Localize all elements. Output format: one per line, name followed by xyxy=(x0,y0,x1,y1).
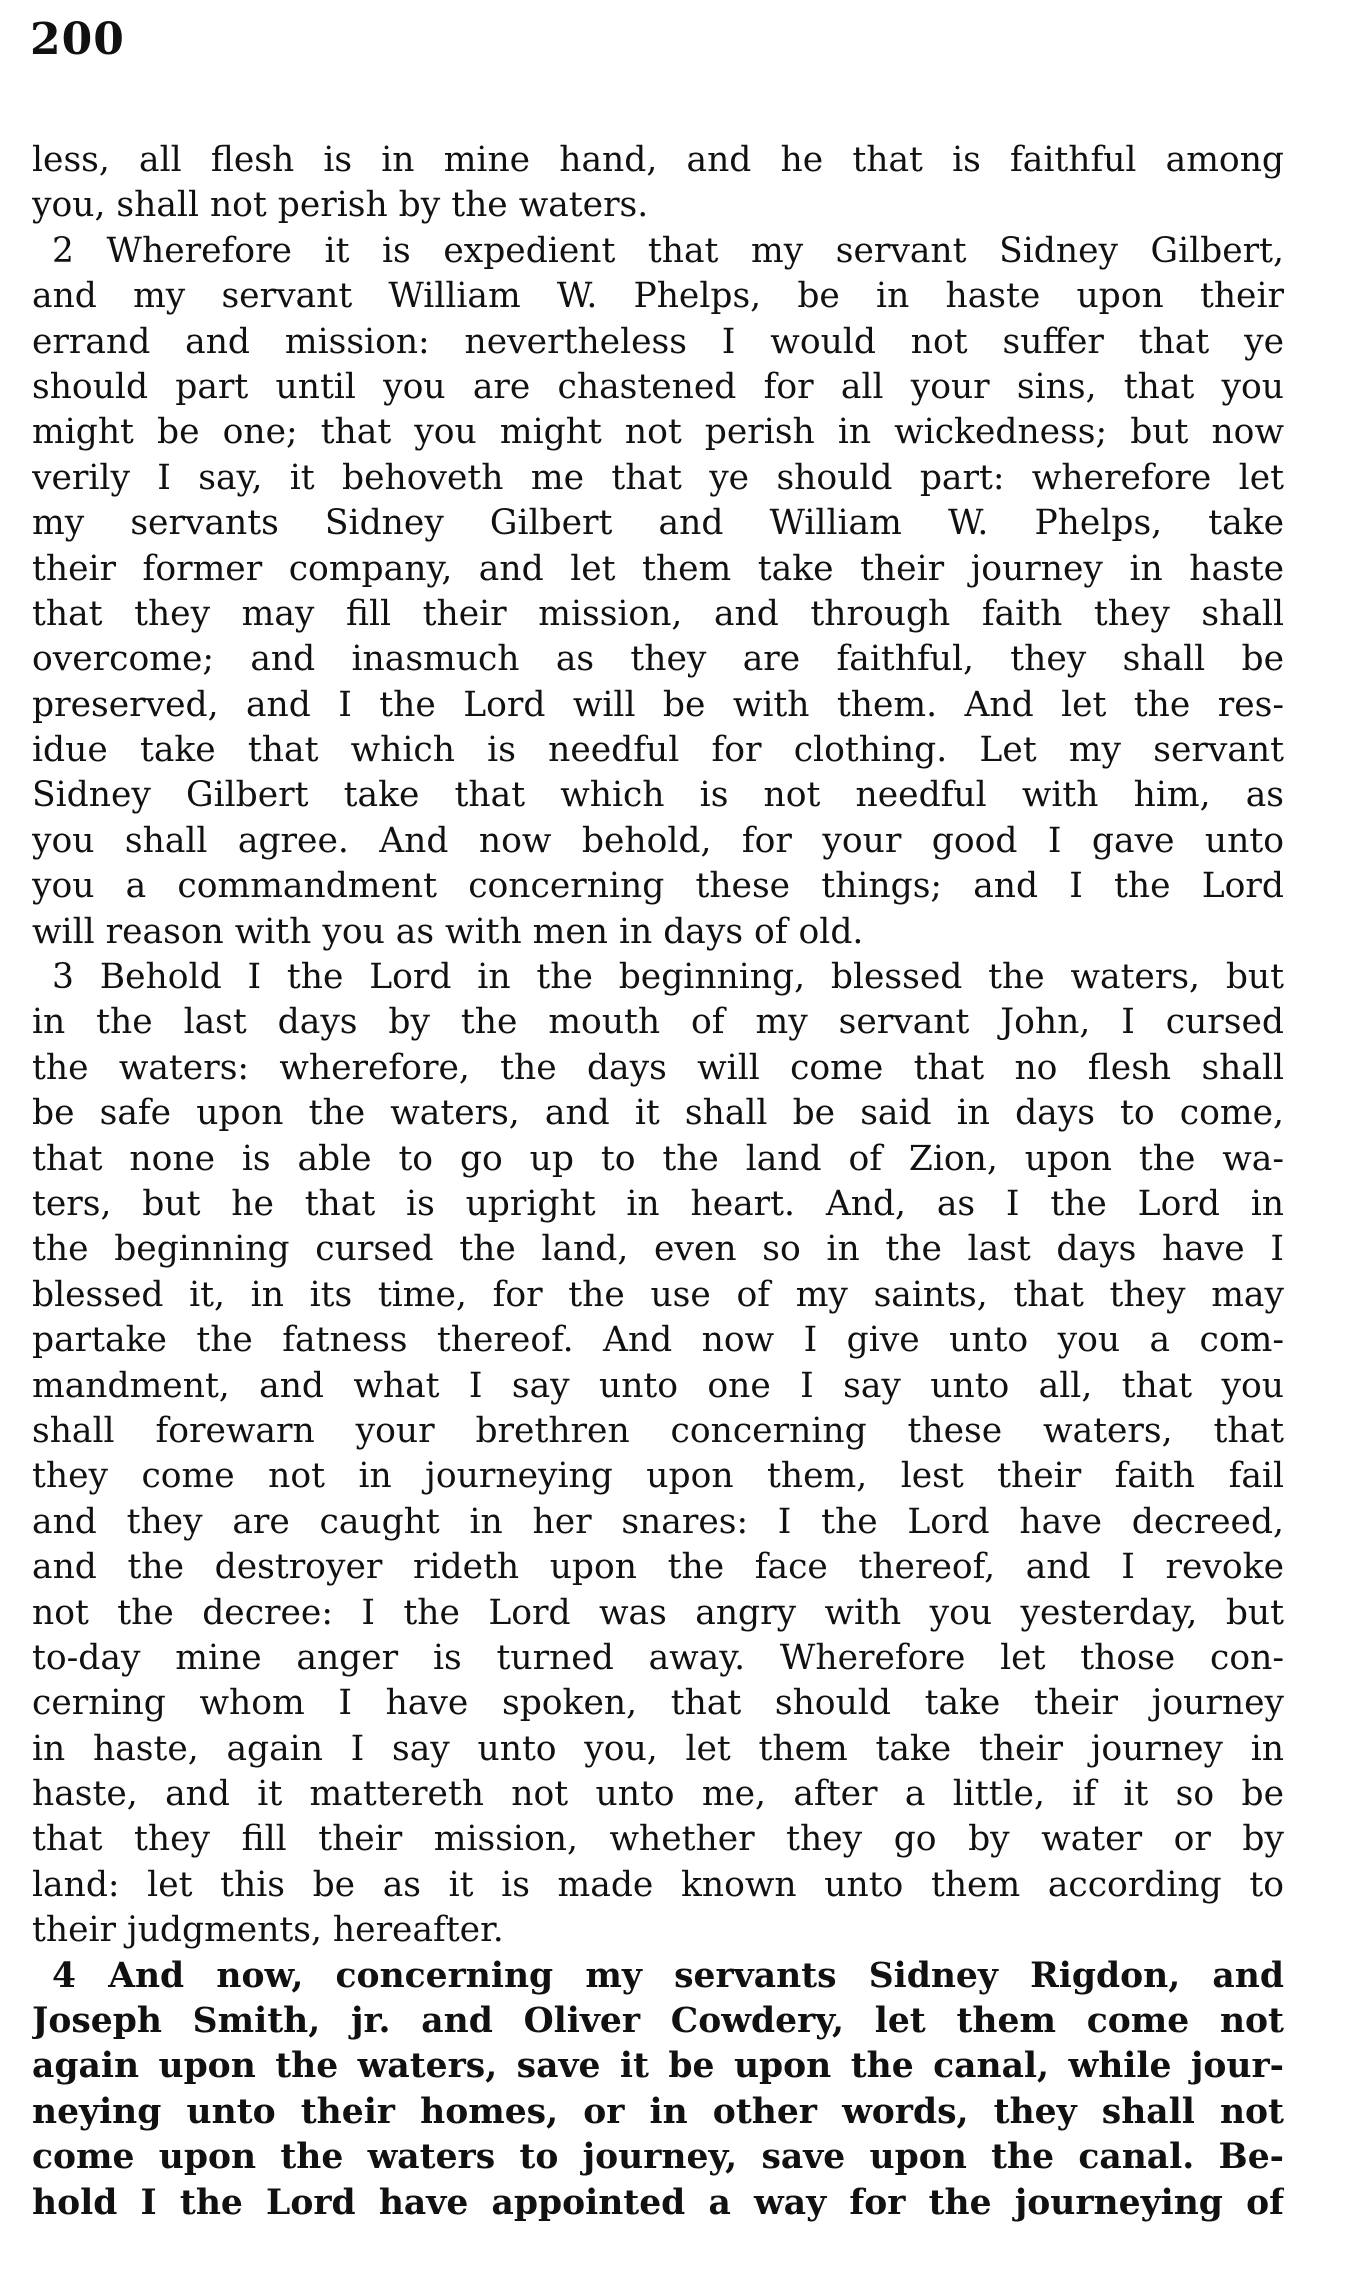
text-line: in haste, again I say unto you, let them take their journey in xyxy=(32,1728,1284,1769)
text-line: verily I say, it behoveth me that ye should part: wherefore let xyxy=(32,457,1284,498)
text-line: in the last days by the mouth of my servant John, I cursed xyxy=(32,1002,1284,1043)
text-line: shall forewarn your brethren concerning these waters, that xyxy=(32,1410,1284,1451)
page-number: 200 xyxy=(30,14,125,65)
text-line: ters, but he that is upright in heart. And, as I the Lord in xyxy=(32,1183,1284,1224)
text-line: Sidney Gilbert take that which is not needful with him, as xyxy=(32,775,1284,816)
text-line: less, all flesh is in mine hand, and he that is faithful among xyxy=(32,140,1284,180)
verse-start-line: 4 And now, concerning my servants Sidney Rigdon, and xyxy=(52,1955,1284,1996)
text-line: mandment, and what I say unto one I say unto all, that you xyxy=(32,1365,1284,1406)
text-line: preserved, and I the Lord will be with them. And let the res- xyxy=(32,684,1284,725)
text-line: again upon the waters, save it be upon the canal, while jour- xyxy=(32,2046,1284,2087)
text-line: hold I the Lord have appointed a way for the journeying of xyxy=(32,2182,1284,2223)
text-line: Joseph Smith, jr. and Oliver Cowdery, let them come not xyxy=(32,2001,1284,2042)
text-line: be safe upon the waters, and it shall be said in days to come, xyxy=(32,1093,1284,1134)
text-line: the beginning cursed the land, even so in the last days have I xyxy=(32,1229,1284,1270)
text-line: to-day mine anger is turned away. Wherefore let those con- xyxy=(32,1637,1284,1678)
text-line: land: let this be as it is made known unto them according to xyxy=(32,1864,1284,1905)
text-line: they come not in journeying upon them, lest their faith fail xyxy=(32,1456,1284,1497)
text-line: the waters: wherefore, the days will come that no flesh shall xyxy=(32,1047,1284,1088)
verse-start-line: 3 Behold I the Lord in the beginning, blessed the waters, but xyxy=(52,957,1284,998)
text-line: haste, and it mattereth not unto me, after a little, if it so be xyxy=(32,1774,1284,1815)
text-line: you shall agree. And now behold, for your good I gave unto xyxy=(32,820,1284,861)
text-line: idue take that which is needful for clothing. Let my servant xyxy=(32,730,1284,771)
text-line: and they are caught in her snares: I the Lord have decreed, xyxy=(32,1501,1284,1542)
text-line: neying unto their homes, or in other words, they shall not xyxy=(32,2091,1284,2132)
text-line: overcome; and inasmuch as they are faithful, they shall be xyxy=(32,639,1284,680)
text-line: blessed it, in its time, for the use of my saints, that they may xyxy=(32,1274,1284,1315)
text-line: their former company, and let them take their journey in haste xyxy=(32,548,1284,589)
text-line: should part until you are chastened for all your sins, that you xyxy=(32,366,1284,407)
text-line: and the destroyer rideth upon the face thereof, and I revoke xyxy=(32,1547,1284,1588)
text-line: you, shall not perish by the waters. xyxy=(32,185,649,226)
verse-start-line: 2 Wherefore it is expedient that my servant Sidney Gilbert, xyxy=(52,230,1284,271)
text-line: their judgments, hereafter. xyxy=(32,1910,504,1951)
text-line: that they fill their mission, whether they go by water or by xyxy=(32,1819,1284,1860)
text-line: not the decree: I the Lord was angry with you yesterday, but xyxy=(32,1592,1284,1633)
text-line: you a commandment concerning these things; and I the Lord xyxy=(32,866,1284,907)
text-line: that they may fill their mission, and through faith they shall xyxy=(32,593,1284,634)
text-line: my servants Sidney Gilbert and William W. Phelps, take xyxy=(32,503,1284,544)
body-text xyxy=(32,138,1284,2226)
text-line: will reason with you as with men in days of old. xyxy=(32,911,864,952)
text-line: errand and mission: nevertheless I would not suffer that ye xyxy=(32,321,1284,362)
text-line: come upon the waters to journey, save upon the canal. Be- xyxy=(32,2137,1284,2178)
text-line: cerning whom I have spoken, that should take their journey xyxy=(32,1683,1284,1724)
text-line: might be one; that you might not perish in wickedness; but now xyxy=(32,412,1284,453)
text-line: and my servant William W. Phelps, be in haste upon their xyxy=(32,276,1284,317)
text-line: that none is able to go up to the land of Zion, upon the wa- xyxy=(32,1138,1284,1179)
text-line: partake the fatness thereof. And now I give unto you a com- xyxy=(32,1320,1284,1361)
